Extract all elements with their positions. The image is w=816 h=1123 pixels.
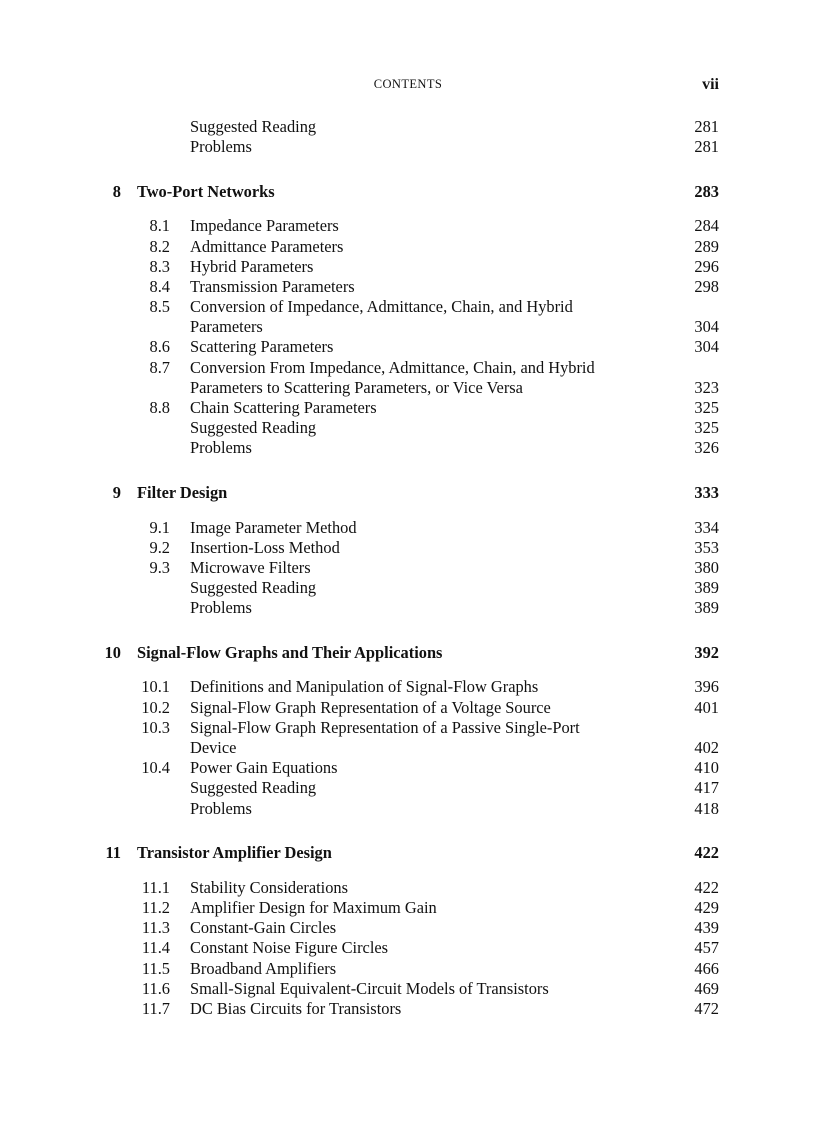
section-title: Suggested Reading (190, 117, 317, 136)
table-of-contents (0, 117, 816, 1019)
toc-entry-row (0, 738, 816, 758)
section-number: 9.1 (149, 517, 170, 537)
page-header (0, 76, 816, 96)
chapter-title: Signal-Flow Graphs and Their Applications (137, 643, 443, 663)
toc-page-number: 402 (694, 738, 719, 758)
section-number: 11.4 (141, 938, 170, 958)
toc-page-number: 281 (694, 117, 719, 136)
section-title: Chain Scattering Parameters (190, 398, 377, 418)
toc-entry-row (0, 938, 816, 958)
section-title: Power Gain Equations (190, 758, 338, 778)
toc-page-number: 304 (694, 317, 719, 337)
section-number: 10.4 (141, 758, 170, 778)
toc-page-number: 389 (694, 578, 719, 598)
toc-entry-row (0, 578, 816, 598)
toc-entry-row (0, 337, 816, 357)
toc-page-number: 472 (694, 998, 719, 1018)
section-number: 8.5 (149, 297, 170, 317)
section-number: 11.5 (141, 958, 170, 978)
section-title: Stability Considerations (190, 877, 348, 897)
toc-page-number: 392 (694, 643, 719, 663)
toc-entry-row (0, 358, 816, 378)
toc-page-number: 325 (694, 418, 719, 438)
toc-entry-row (0, 799, 816, 819)
section-title: Insertion-Loss Method (190, 537, 340, 557)
section-title: Suggested Reading (190, 418, 317, 438)
toc-entry-row (0, 117, 816, 137)
toc-entry-row (0, 418, 816, 438)
section-title: Admittance Parameters (190, 236, 344, 256)
toc-entry-row (0, 758, 816, 778)
section-title: Problems (190, 438, 252, 458)
toc-page-number: 281 (694, 137, 719, 157)
toc-entry-row (0, 999, 816, 1019)
section-number: 10.3 (141, 717, 170, 737)
section-title: Problems (190, 137, 252, 157)
section-number: 8.7 (149, 357, 170, 377)
chapter-number: 11 (105, 843, 121, 863)
toc-page-number: 323 (694, 377, 719, 397)
section-title: Suggested Reading (190, 778, 317, 798)
section-title: Problems (190, 798, 252, 818)
toc-entry-row (0, 878, 816, 898)
toc-entry-row (0, 216, 816, 236)
toc-page-number: 389 (694, 598, 719, 618)
toc-page-number: 296 (694, 256, 719, 276)
toc-entry-row (0, 718, 816, 738)
section-number: 8.8 (149, 398, 170, 418)
toc-chapter-row (0, 843, 816, 863)
toc-entry-row (0, 137, 816, 157)
toc-entry-row (0, 538, 816, 558)
toc-entry-row (0, 979, 816, 999)
section-title: Definitions and Manipulation of Signal-Flow Graphs (190, 677, 539, 697)
chapter-number: 9 (112, 483, 121, 503)
toc-page-number: 304 (694, 337, 719, 357)
section-number: 8.4 (149, 276, 170, 296)
section-number: 9.3 (149, 557, 170, 577)
toc-entry-row (0, 598, 816, 618)
chapter-number: 8 (112, 181, 121, 201)
toc-entry-row (0, 898, 816, 918)
section-title: Suggested Reading (190, 578, 317, 598)
section-title: Impedance Parameters (190, 216, 339, 236)
section-title: Scattering Parameters (190, 337, 334, 357)
toc-page-number: 289 (694, 236, 719, 256)
toc-page-number: 417 (694, 778, 719, 798)
chapter-number: 10 (104, 643, 121, 663)
section-title: Problems (190, 598, 252, 618)
toc-entry-row (0, 698, 816, 718)
toc-page-number: 422 (694, 877, 719, 897)
toc-page-number: 380 (694, 557, 719, 577)
section-title: Parameters to Scattering Parameters, or Vice Versa (190, 377, 523, 397)
page-number: vii (702, 76, 719, 93)
section-number: 10.2 (141, 697, 170, 717)
toc-entry-row (0, 398, 816, 418)
toc-page-number: 325 (694, 398, 719, 418)
toc-page-number: 326 (694, 438, 719, 458)
toc-entry-row (0, 518, 816, 538)
section-title: Broadband Amplifiers (190, 958, 337, 978)
section-title: Signal-Flow Graph Representation of a Passive Single-Port (190, 717, 580, 737)
section-title: Constant-Gain Circles (190, 918, 337, 938)
section-title: DC Bias Circuits for Transistors (190, 998, 402, 1018)
toc-page-number: 284 (694, 216, 719, 236)
toc-entry-row (0, 558, 816, 578)
toc-page-number: 439 (694, 918, 719, 938)
toc-entry-row (0, 297, 816, 317)
toc-page-number: 334 (694, 517, 719, 537)
toc-page-number: 333 (694, 483, 719, 503)
section-number: 8.6 (149, 337, 170, 357)
section-title: Signal-Flow Graph Representation of a Voltage Source (190, 697, 551, 717)
section-number: 11.2 (141, 897, 170, 917)
section-number: 8.2 (149, 236, 170, 256)
section-title: Parameters (190, 317, 263, 337)
section-title: Device (190, 738, 237, 758)
toc-page-number: 457 (694, 938, 719, 958)
toc-page-number: 410 (694, 758, 719, 778)
section-title: Small-Signal Equivalent-Circuit Models of Transistors (190, 978, 549, 998)
toc-page-number: 466 (694, 958, 719, 978)
section-title: Constant Noise Figure Circles (190, 938, 389, 958)
section-number: 11.3 (141, 918, 170, 938)
toc-page-number: 396 (694, 677, 719, 697)
toc-entry-row (0, 237, 816, 257)
section-number: 11.6 (141, 978, 170, 998)
section-number: 11.7 (141, 998, 170, 1018)
toc-chapter-row (0, 483, 816, 503)
toc-page-number: 353 (694, 537, 719, 557)
section-number: 10.1 (141, 677, 170, 697)
section-title: Conversion of Impedance, Admittance, Chain, and Hybrid (190, 297, 573, 317)
section-number: 9.2 (149, 537, 170, 557)
section-number: 11.1 (141, 877, 170, 897)
chapter-title: Filter Design (137, 483, 228, 503)
section-title: Hybrid Parameters (190, 256, 314, 276)
section-title: Amplifier Design for Maximum Gain (190, 897, 437, 917)
toc-page-number: 469 (694, 978, 719, 998)
toc-page-number: 283 (694, 181, 719, 201)
toc-page-number: 422 (694, 843, 719, 863)
toc-chapter-row (0, 643, 816, 663)
toc-entry-row (0, 918, 816, 938)
toc-page-number: 298 (694, 276, 719, 296)
toc-entry-row (0, 378, 816, 398)
section-title: Microwave Filters (190, 557, 311, 577)
toc-page-number: 429 (694, 897, 719, 917)
toc-chapter-row (0, 182, 816, 202)
running-title: CONTENTS (373, 77, 443, 91)
toc-entry-row (0, 277, 816, 297)
toc-entry-row (0, 778, 816, 798)
chapter-title: Transistor Amplifier Design (137, 843, 332, 863)
chapter-title: Two-Port Networks (137, 181, 275, 201)
toc-entry-row (0, 959, 816, 979)
toc-entry-row (0, 438, 816, 458)
toc-page-number: 418 (694, 798, 719, 818)
section-title: Conversion From Impedance, Admittance, Chain, and Hybrid (190, 357, 595, 377)
toc-entry-row (0, 317, 816, 337)
toc-entry-row (0, 677, 816, 697)
section-title: Transmission Parameters (190, 276, 355, 296)
section-number: 8.1 (149, 216, 170, 236)
section-title: Image Parameter Method (190, 517, 357, 537)
toc-page-number: 401 (694, 697, 719, 717)
toc-entry-row (0, 257, 816, 277)
section-number: 8.3 (149, 256, 170, 276)
